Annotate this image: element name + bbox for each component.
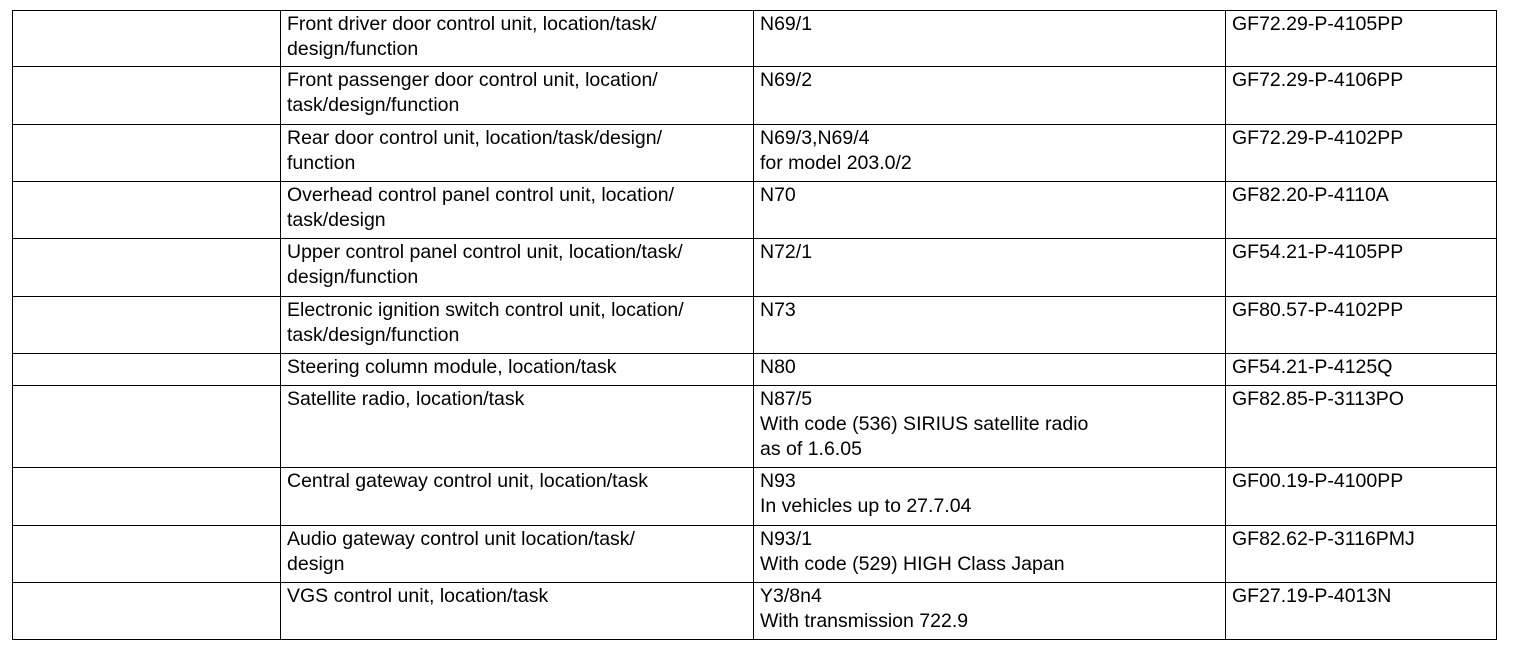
blank-cell [13, 468, 281, 526]
document-number: GF72.29-P-4105PP [1232, 13, 1404, 35]
blank-cell [13, 386, 281, 468]
component-title-line: Upper control panel control unit, location/task/ [287, 241, 683, 263]
table-row [13, 239, 1497, 297]
table-row [13, 526, 1497, 583]
document-number-cell [1226, 182, 1497, 239]
component-code-cell [754, 67, 1226, 125]
table-row [13, 583, 1497, 640]
document-number: GF54.21-P-4105PP [1232, 241, 1404, 263]
component-code-line: N87/5 [760, 388, 813, 410]
document-number: GF00.19-P-4100PP [1232, 470, 1404, 492]
component-title-line: Central gateway control unit, location/task [287, 470, 648, 492]
component-title-line: task/design/function [287, 94, 460, 116]
component-code-line: for model 203.0/2 [760, 152, 912, 174]
document-number: GF54.21-P-4125Q [1232, 356, 1393, 378]
component-code-line: N69/3,N69/4 [760, 127, 870, 149]
component-title-line: design/function [287, 266, 419, 288]
component-code-cell [754, 468, 1226, 526]
blank-cell [13, 67, 281, 125]
component-title-line: Satellite radio, location/task [287, 388, 525, 410]
component-title-cell [281, 125, 754, 182]
component-code-line: N69/1 [760, 13, 813, 35]
blank-cell [13, 182, 281, 239]
document-number: GF82.85-P-3113PO [1232, 388, 1404, 410]
component-title-cell [281, 354, 754, 386]
component-code-cell [754, 182, 1226, 239]
component-title-line: Steering column module, location/task [287, 356, 617, 378]
component-code-cell [754, 125, 1226, 182]
component-title-line: Rear door control unit, location/task/design/ [287, 127, 663, 149]
document-number-cell [1226, 11, 1497, 67]
document-number-cell [1226, 583, 1497, 640]
blank-cell [13, 354, 281, 386]
component-reference-table [12, 10, 1497, 640]
component-code-cell [754, 297, 1226, 354]
table-row [13, 354, 1497, 386]
component-title-cell [281, 67, 754, 125]
document-number-cell [1226, 354, 1497, 386]
component-code-line: With code (529) HIGH Class Japan [760, 553, 1065, 575]
component-code-line: Y3/8n4 [760, 585, 822, 607]
document-number: GF82.20-P-4110A [1232, 184, 1389, 206]
component-code-cell [754, 386, 1226, 468]
component-code-line: With transmission 722.9 [760, 610, 969, 632]
component-code-line: N73 [760, 299, 796, 321]
component-title-line: design [287, 553, 345, 575]
blank-cell [13, 526, 281, 583]
component-title-line: Front driver door control unit, location/task/ [287, 13, 657, 35]
component-code-cell [754, 239, 1226, 297]
table-row [13, 182, 1497, 239]
component-title-cell [281, 11, 754, 67]
table-row [13, 468, 1497, 526]
component-title-cell [281, 583, 754, 640]
component-code-line: N69/2 [760, 69, 813, 91]
blank-cell [13, 583, 281, 640]
component-title-cell [281, 386, 754, 468]
component-code-line: N93/1 [760, 528, 813, 550]
component-code-line: With code (536) SIRIUS satellite radio [760, 413, 1089, 435]
component-title-cell [281, 468, 754, 526]
component-code-cell [754, 526, 1226, 583]
component-code-cell [754, 11, 1226, 67]
blank-cell [13, 297, 281, 354]
table-row [13, 67, 1497, 125]
component-title-line: design/function [287, 38, 419, 60]
component-title-line: Electronic ignition switch control unit, location/ [287, 299, 684, 321]
component-title-line: Overhead control panel control unit, location/ [287, 184, 674, 206]
component-title-line: function [287, 152, 356, 174]
document-number-cell [1226, 297, 1497, 354]
table-row [13, 125, 1497, 182]
document-number: GF80.57-P-4102PP [1232, 299, 1404, 321]
component-title-cell [281, 239, 754, 297]
document-number: GF72.29-P-4102PP [1232, 127, 1404, 149]
component-title-line: Audio gateway control unit location/task/ [287, 528, 635, 550]
document-number-cell [1226, 526, 1497, 583]
component-title-line: Front passenger door control unit, location/ [287, 69, 658, 91]
document-number: GF82.62-P-3116PMJ [1232, 528, 1415, 550]
component-code-line: N80 [760, 356, 796, 378]
document-number-cell [1226, 125, 1497, 182]
component-title-cell [281, 182, 754, 239]
table-row [13, 11, 1497, 67]
document-number-cell [1226, 468, 1497, 526]
blank-cell [13, 239, 281, 297]
component-code-cell [754, 354, 1226, 386]
component-code-line: as of 1.6.05 [760, 438, 862, 460]
document-number: GF72.29-P-4106PP [1232, 69, 1404, 91]
component-title-cell [281, 297, 754, 354]
component-title-line: task/design/function [287, 324, 460, 346]
table-row [13, 386, 1497, 468]
table-row [13, 297, 1497, 354]
blank-cell [13, 125, 281, 182]
component-code-line: N93 [760, 470, 796, 492]
component-code-line: N70 [760, 184, 796, 206]
component-code-line: In vehicles up to 27.7.04 [760, 495, 972, 517]
component-title-line: task/design [287, 209, 386, 231]
document-number-cell [1226, 67, 1497, 125]
document-number-cell [1226, 386, 1497, 468]
component-title-line: VGS control unit, location/task [287, 585, 549, 607]
component-title-cell [281, 526, 754, 583]
document-number: GF27.19-P-4013N [1232, 585, 1392, 607]
blank-cell [13, 11, 281, 67]
component-code-cell [754, 583, 1226, 640]
component-code-line: N72/1 [760, 241, 813, 263]
document-number-cell [1226, 239, 1497, 297]
